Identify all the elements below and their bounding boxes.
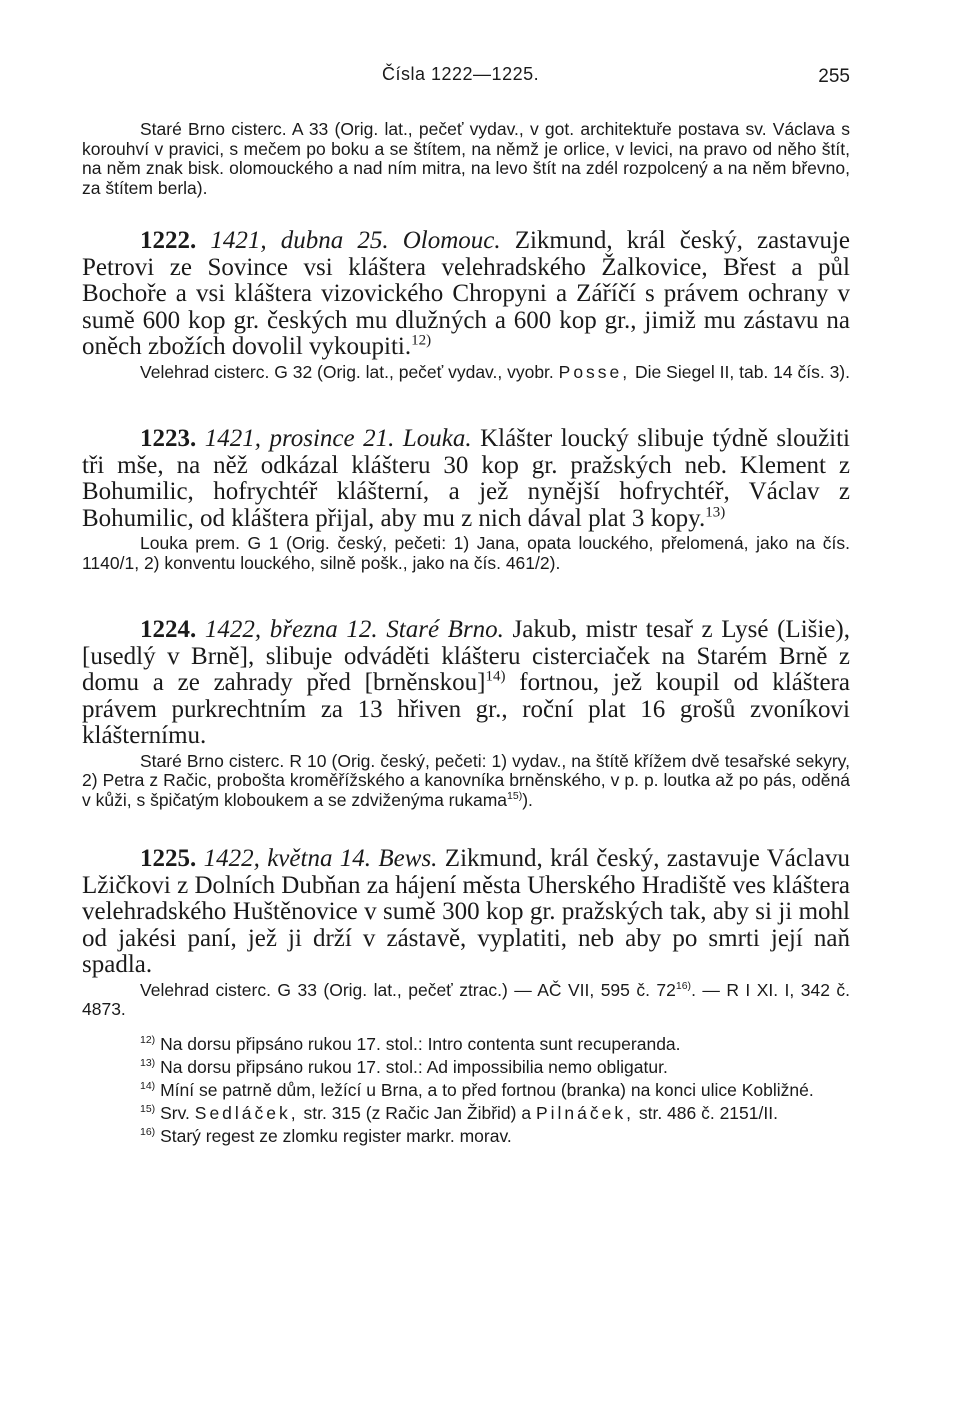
entry-body (82, 228, 850, 361)
entry-number: 1222. (140, 227, 197, 254)
entry-text: Jakub, mistr tesař z Lysé (Lišie), [usedlý v Brně], slibuje odváděti klášteru cisterciaček na Starém Brně z domu a ze zahrady před [brněnskou] (82, 616, 850, 696)
entry-text-continued: fortnou, jež koupil od kláštera právem purkrechtním za 13 hřiven gr., roční plat 16 grošů zvoníkovi klášternímu. (82, 669, 850, 749)
footnote-marker: 15) (140, 1102, 156, 1115)
entry-text: Klášter loucký slibuje týdně sloužiti tři mše, na něž odkázal klášteru 30 kop gr. pražských neb. Klement z Bohumilic, hofrychtéř klášterní, a jež nynější hofrychtéř, Václav z Bohumilic, od kláštera přijal, aby mu z nich dával plat 3 kopy. (82, 425, 851, 532)
entry-body (82, 617, 850, 750)
entry-number: 1225. (140, 845, 197, 872)
footnote-marker: 16) (140, 1125, 156, 1138)
entry-date: 1421, prosince 21. Louka. (204, 425, 472, 452)
entry-1225 (82, 846, 850, 1020)
footnote-ref: 16) (675, 979, 692, 992)
entry-1222 (82, 228, 850, 382)
entry-text: Zikmund, král český, zastavuje Václavu Lžičkovi z Dolních Dubňan za hájení města Uherského Hradiště ves kláštera velehradského Huštěnovice v sumě 300 kop gr. pražských tak, aby si ji mohl od jakési paní, jež ji drží v zástavě, vyplatiti, neb aby po smrti její naň spadla. (82, 845, 851, 978)
footnote-ref: 14) (485, 668, 506, 685)
entry-text: Zikmund, král český, zastavuje Petrovi ze Sovince vsi kláštera velehradského Žalkovice, Břest a půl Bochoře a vsi kláštera vizovického Chropyni a Záříčí s právem ochrany v sumě 600 kop gr. českých mu dlužných a 600 kop gr., jimiž mu zástavu na oněch zbožích dovolil vykoupiti. (82, 227, 850, 360)
footnote-ref: 13) (705, 504, 726, 521)
entry-body (82, 426, 850, 532)
footnote-text: Srv. (160, 1102, 190, 1123)
entry-1224 (82, 617, 850, 810)
footnote-ref: 12) (411, 332, 432, 349)
source-text-end: . — R I XI. I, 342 č. 4873. (82, 979, 850, 1019)
footnote-12 (82, 1034, 850, 1054)
footnote-author: Sedláček, (194, 1102, 299, 1123)
source-text: Velehrad cisterc. G 32 (Orig. lat., pečeť vydav., vyobr. (140, 361, 554, 382)
entry-date: 1422, května 14. Bews. (203, 845, 438, 872)
entry-source (82, 981, 850, 1020)
entry-date: 1422, března 12. Staré Brno. (204, 616, 504, 643)
running-title: Čísla 1222—1225. (382, 64, 540, 84)
source-text: Velehrad cisterc. G 33 (Orig. lat., pečeť ztrac.) — AČ VII, 595 č. 72 (140, 979, 676, 1000)
entry-date: 1421, dubna 25. Olomouc. (210, 227, 501, 254)
entry-source (82, 363, 850, 383)
footnote-13 (82, 1057, 850, 1077)
page-number: 255 (818, 66, 850, 87)
footnote-ref: 15) (507, 789, 523, 802)
running-header (82, 58, 850, 88)
footnote-marker: 13) (140, 1056, 156, 1069)
footnote-text: Míní se patrně dům, ležící u Brna, a to před fortnou (branka) na konci ulice Kobližné. (160, 1079, 814, 1100)
footnote-16 (82, 1126, 850, 1146)
entry-source (82, 752, 850, 811)
source-author: Posse, (558, 361, 631, 382)
entry-body (82, 846, 850, 979)
source-text-end: Die Siegel II, tab. 14 čís. 3). (635, 361, 850, 382)
entry-source: Louka prem. G 1 (Orig. český, pečeti: 1) Jana, opata louckého, přelomená, jako na čís. 1140/1, 2) konventu louckého, silně pošk., jako na čís. 461/2). (82, 533, 850, 573)
footnote-14 (82, 1080, 850, 1100)
entry-number: 1224. (140, 616, 197, 643)
intro-source-note: Staré Brno cisterc. A 33 (Orig. lat., pečeť vydav., v got. architektuře postava sv. Václava s korouhví v pravici, s mečem po boku a se štítem, na němž je orlice, v levici, na pravo od něho štít, na něm znak bisk. olomouckého a nad ním mitra, na levo štít na zdél rozpolcený a na něm břevno, za štítem berla). (82, 119, 850, 198)
footnote-marker: 14) (140, 1079, 156, 1092)
source-text-end: ). (522, 789, 533, 810)
entry-1223 (82, 426, 850, 573)
entry-number: 1223. (140, 425, 197, 452)
footnote-author: Pilnáček, (535, 1102, 634, 1123)
source-text: Staré Brno cisterc. R 10 (Orig. český, pečeti: 1) vydav., na štítě křížem dvě tesařské sekyry, 2) Petra z Račic, probošta kroměřížského a kanovníka brněnského, v p. p. loutka až po pás, oděná v kůži, s špičatým kloboukem a se zdviženýma rukama (82, 750, 850, 810)
footnote-text: Na dorsu připsáno rukou 17. stol.: Intro contenta sunt recuperanda. (160, 1033, 681, 1054)
footnote-15 (82, 1103, 850, 1123)
footnotes (82, 1034, 850, 1146)
footnote-text-end: str. 486 č. 2151/II. (638, 1102, 778, 1123)
footnote-marker: 12) (140, 1033, 156, 1046)
footnote-text: Na dorsu připsáno rukou 17. stol.: Ad impossibilia nemo obligatur. (160, 1056, 668, 1077)
footnote-text: Starý regest ze zlomku register markr. morav. (160, 1125, 512, 1146)
document-page (82, 58, 850, 1149)
footnote-text-middle: str. 315 (z Račic Jan Žibřid) a (303, 1102, 532, 1123)
